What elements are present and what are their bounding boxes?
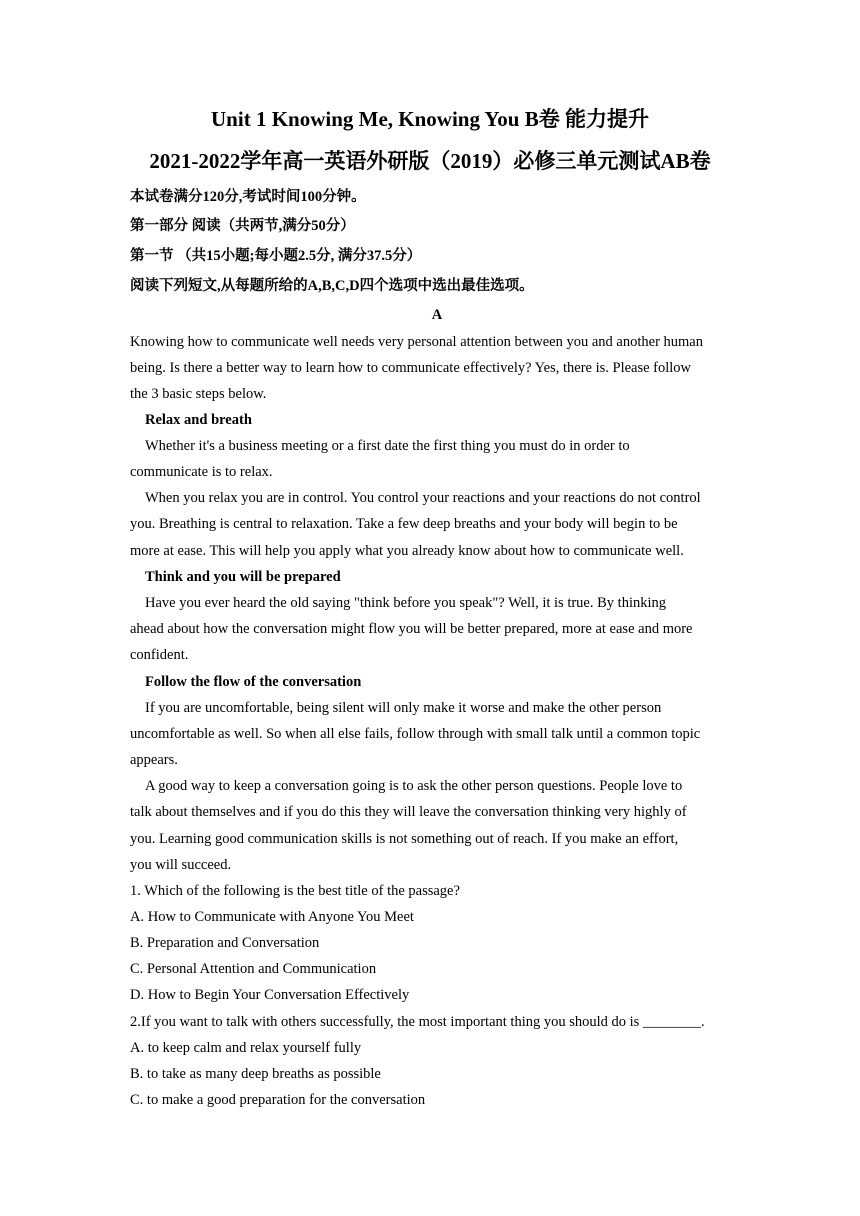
question-stem: 1. Which of the following is the best title of the passage?: [130, 883, 460, 899]
passage-line: Knowing how to communicate well needs very personal attention between you and another human: [130, 334, 703, 350]
answer-option: D. How to Begin Your Conversation Effectively: [130, 987, 410, 1003]
document-title: Unit 1 Knowing Me, Knowing You B卷 能力提升: [211, 107, 649, 131]
question-stem: 2.If you want to talk with others successfully, the most important thing you should do is ________.: [130, 1014, 705, 1030]
passage-line: If you are uncomfortable, being silent will only make it worse and make the other person: [145, 700, 662, 716]
passage-line: you will succeed.: [130, 857, 232, 873]
passage-heading: Think and you will be prepared: [145, 569, 341, 585]
exam-info: 本试卷满分120分,考试时间100分钟。: [130, 189, 366, 205]
passage-line: appears.: [130, 752, 178, 768]
instruction-text: 阅读下列短文,从每题所给的A,B,C,D四个选项中选出最佳选项。: [130, 278, 534, 294]
passage-line: Whether it's a business meeting or a first date the first thing you must do in order to: [145, 438, 630, 454]
answer-option: C. to make a good preparation for the conversation: [130, 1092, 426, 1108]
passage-line: the 3 basic steps below.: [130, 386, 267, 402]
passage-heading: Follow the flow of the conversation: [145, 674, 362, 690]
answer-option: A. How to Communicate with Anyone You Meet: [130, 909, 414, 925]
passage-line: A good way to keep a conversation going is to ask the other person questions. People love to: [145, 778, 683, 794]
passage-line: you. Learning good communication skills is not something out of reach. If you make an effort,: [130, 831, 679, 847]
passage-line: communicate is to relax.: [130, 464, 273, 480]
answer-option: A. to keep calm and relax yourself fully: [130, 1040, 362, 1056]
passage-heading: Relax and breath: [145, 412, 252, 428]
answer-option: B. Preparation and Conversation: [130, 935, 320, 951]
passage-line: ahead about how the conversation might flow you will be better prepared, more at ease and more: [130, 621, 693, 637]
passage-line: being. Is there a better way to learn how to communicate effectively? Yes, there is. Please follow: [130, 360, 692, 376]
passage-line: confident.: [130, 647, 189, 663]
passage-line: more at ease. This will help you apply what you already know about how to communicate well.: [130, 543, 684, 559]
section-heading: 第一节 （共15小题;每小题2.5分, 满分37.5分）: [130, 248, 422, 264]
passage-label: A: [431, 307, 443, 323]
answer-option: C. Personal Attention and Communication: [130, 961, 377, 977]
passage-line: When you relax you are in control. You control your reactions and your reactions do not control: [145, 490, 701, 506]
passage-line: you. Breathing is central to relaxation. Take a few deep breaths and your body will begin to be: [130, 516, 678, 532]
passage-line: uncomfortable as well. So when all else fails, follow through with small talk until a common topic: [130, 726, 701, 742]
answer-option: B. to take as many deep breaths as possible: [130, 1066, 381, 1082]
document-subtitle: 2021-2022学年高一英语外研版（2019）必修三单元测试AB卷: [149, 149, 711, 173]
part-heading: 第一部分 阅读（共两节,满分50分）: [130, 218, 355, 234]
passage-line: Have you ever heard the old saying "think before you speak"? Well, it is true. By thinking: [145, 595, 667, 611]
passage-line: talk about themselves and if you do this they will leave the conversation thinking very highly of: [130, 804, 687, 820]
